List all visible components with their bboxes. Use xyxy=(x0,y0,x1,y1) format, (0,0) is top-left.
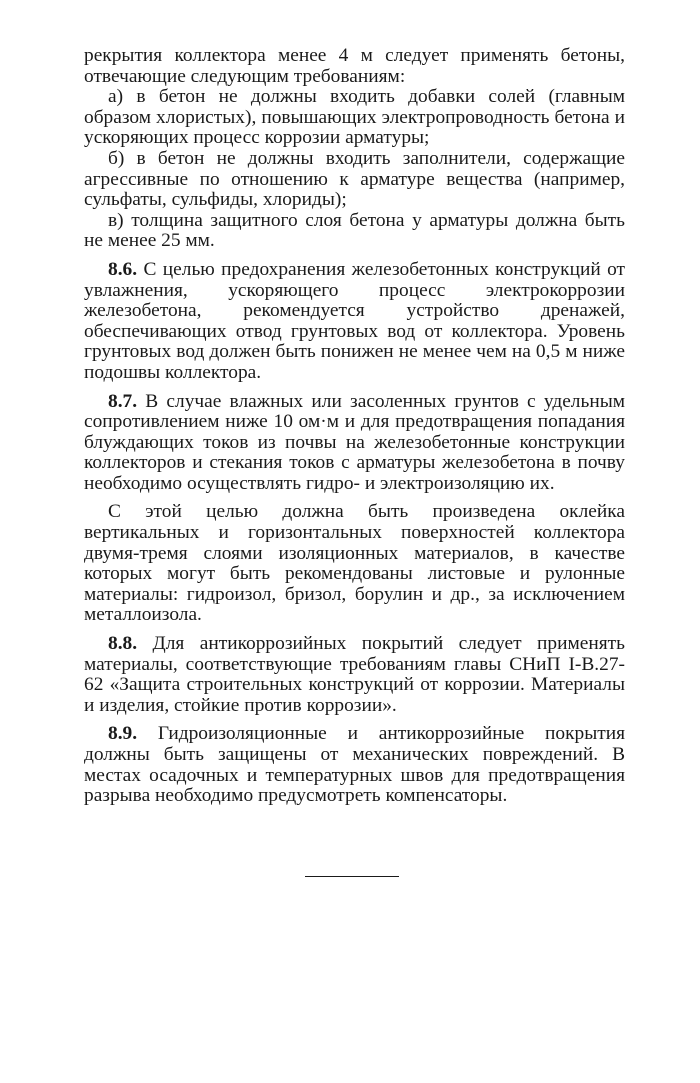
section-text: Гидроизоляционные и антикоррозийные покрытия должны быть защищены от механических повреждений. В местах осадочных и температурных швов для предотвращения разрыва необходимо предусмотреть компенсаторы. xyxy=(84,723,625,807)
requirement-a: а) в бетон не должны входить добавки солей (главным образом хлористых), повышающих электропроводность бетона и ускоряющих процесс коррозии арматуры; xyxy=(84,86,625,149)
section-text: В случае влажных или засоленных грунтов с удельным сопротивлением ниже 10 ом·м и для предотвращения попадания блуждающих токов из почвы на железобетонные конструкции коллекторов и стекания токов с арматуры железобетона в почву необходимо осуществлять гидро- и электроизоляцию их. xyxy=(84,390,625,494)
section-number: 8.8. xyxy=(108,633,138,655)
section-8-6 xyxy=(84,260,625,384)
document-page xyxy=(84,46,625,807)
section-number: 8.6. xyxy=(108,258,138,280)
section-8-9 xyxy=(84,724,625,806)
requirement-b: б) в бетон не должны входить заполнители, содержащие агрессивные по отношению к арматуре вещества (например, сульфаты, сульфиды, хлориды); xyxy=(84,147,625,211)
section-8-7-continuation: С этой целью должна быть произведена оклейка вертикальных и горизонтальных поверхностей коллектора двумя-тремя слоями изоляционных материалов, в качестве которых могут быть рекомендованы листовые и рулонные материалы: гидроизол, бризол, борулин и др., за исключением металлоизола. xyxy=(84,501,625,626)
section-number: 8.9. xyxy=(108,723,138,745)
intro-paragraph: рекрытия коллектора менее 4 м следует применять бетоны, отвечающие следующим требованиям: xyxy=(84,45,625,87)
end-rule-divider xyxy=(305,876,399,877)
section-text: Для антикоррозийных покрытий следует применять материалы, соответствующие требованиям главы СНиП I-В.27-62 «Защита строительных конструкций от коррозии. Материалы и изделия, стойкие против коррозии». xyxy=(84,633,625,716)
section-8-7 xyxy=(84,392,625,495)
section-number: 8.7. xyxy=(108,390,138,412)
section-text: С целью предохранения железобетонных конструкций от увлажнения, ускоряющего процесс электрокоррозии железобетона, рекомендуется устройство дренажей, обеспечивающих отвод грунтовых вод от коллектора. Уровень грунтовых вод должен быть понижен не менее чем на 0,5 м ниже подошвы коллектора. xyxy=(84,258,625,383)
requirement-c: в) толщина защитного слоя бетона у арматуры должна быть не менее 25 мм. xyxy=(84,209,625,252)
section-8-8 xyxy=(84,634,625,716)
